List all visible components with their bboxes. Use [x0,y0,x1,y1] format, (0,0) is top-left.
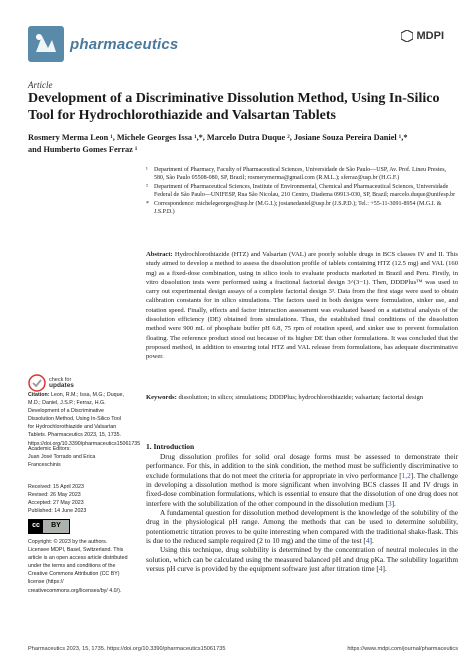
accepted-date: Accepted: 27 May 2023 [28,500,84,507]
editors-block [28,445,128,469]
affiliation-1 [146,166,456,182]
intro-text: A fundamental question for dissolution method development is the knowledge of the solubility of the drug in the physiological pH range. Among the methods that can be used to determine solubility, potentiometric titration proves to be quite interesting when compared with the traditional shake-flask. This is due to the reduced sample required (2 to 10 mg) and the time of the test [ [146,508,458,546]
affiliations [146,166,456,218]
revised-date: Revised: 26 May 2023 [28,492,81,499]
introduction-body [146,452,458,573]
intro-paragraph-3 [146,545,458,573]
check-updates-label [49,377,74,389]
footer-citation: Pharmaceutics 2023, 15, 1735. https://doi.org/10.3390/pharmaceutics15061735 [28,646,226,652]
abstract-label: Abstract: [146,251,173,258]
article-title: Development of a Discriminative Dissolution Method, Using In-Silico Tool for Hydrochlorothiazide and Valsartan Tablets [28,91,440,123]
check-updates-line-1: check for [49,377,72,383]
page-footer [28,646,458,652]
abstract-text: Hydrochlorothiazide (HTZ) and Valsartan (VAL) are poorly soluble drugs in BCS classes IV and II. This study aimed to develop a method to assess the dissolution profile of tablets containing HTZ (12.5 mg) and VAL (160 mg) as a fixed-dose combination, using in silico tools to evaluate products marketed in Brazil and Peru. Firstly, in vitro dissolution tests were performed using a fractional factorial design 3^(3−1). Then, DDDPlus™ was used to carry out experimental design assays of a complete factorial design 3³. Data from the first stage were used to obtain calibration constants for in silico simulations. The factors used in both designs were formulation, sinker use, and rotation speed. Finally, effects and factor interaction assessment was evaluated based on a statistical analysis of the dissolution efficiency (DE) obtained from simulations. Thus, the established final conditions of the dissolution method were 900 mL of phosphate buffer pH 6.8, 75 rpm of rotation speed, and sinker use to prevent formulation floating. The reference product stood out because of its higher DE than other formulations. It was concluded that the proposed method, in addition to ensuring total HTZ and VAL release from formulations, has adequate discriminative power. [146,251,458,361]
check-updates-icon [28,374,46,392]
journal-name: pharmaceutics [70,35,179,53]
article-type: Article [28,80,53,90]
affiliation-2 [146,183,456,199]
dates-block [28,483,128,515]
keywords [146,393,458,402]
authors-line-1: Rosmery Merma Leon ¹, Michele Georges Issa ¹,*, Marcelo Dutra Duque ², Josiane Souza Pereira Daniel ¹,* [28,133,408,142]
author-list [28,132,458,156]
intro-paragraph-1 [146,452,458,508]
authors-line-2: and Humberto Gomes Ferraz ¹ [28,145,138,154]
keywords-label: Keywords: [146,394,177,401]
reference-link[interactable]: 3 [387,498,392,508]
by-icon: BY [43,520,69,533]
journal-header [28,26,178,62]
abstract [146,250,458,362]
reference-link[interactable]: 1,2 [401,470,411,480]
cc-by-badge[interactable] [28,519,70,534]
intro-text: ]. [391,498,396,508]
citation-block [28,391,141,448]
correspondence [146,200,456,216]
intro-text: ]. The challenge in developing a dissolution method is more significant when involving BCS classes II and IV drugs in fixed-dose combination formulations, which is essential to ensure that the dissolution of one drug does not interfere with the solubilization of the other compound in the dissolution medium [ [146,470,458,508]
section-heading: 1. Introduction [146,442,195,451]
license-text: Copyright: © 2023 by the authors. Licensee MDPI, Basel, Switzerland. This article is an open access article distributed under the terms and conditions of the Creative Commons Attribution (CC BY) license (https:// creativecommons.org/licenses/by/ 4.0/). [28,539,128,594]
affiliation-mark: * [146,201,149,208]
affiliation-text: Department of Pharmaceutical Sciences, Institute of Environmental, Chemical and Pharmaceutical Sciences, Universidade Federal de São Paulo—UNIFESP, Rua São Nicolau, 210 Centro, Diadema 09913-030, SP, Brazil; marcelo.duque@unifesp.br [154,184,456,199]
mdpi-logo-icon [401,30,413,42]
check-updates-line-2: updates [49,382,74,389]
cc-icon: cc [29,520,43,533]
affiliation-text: Department of Pharmacy, Faculty of Pharmaceutical Sciences, Universidade de São Paulo—USP, Av. Prof. Lineu Prestes, 580, São Paulo 05508-080, SP, Brazil; rosmerymerma@gmail.com (R.M.L.); sferraz@usp.br (H.G.F.) [154,167,447,182]
intro-paragraph-2 [146,508,458,545]
reference-link[interactable]: 4 [378,564,383,574]
published-date: Published: 14 June 2023 [28,508,87,515]
editors-text: Juan José Torrado and Erica Franceschinis [28,454,96,469]
affiliation-mark: ² [146,184,148,191]
citation-text: Leon, R.M.; Issa, M.G.; Duque, M.D.; Daniel, J.S.P.; Ferraz, H.G. Development of a Discriminative Dissolution Method, Using In-Silico Tool for Hydrochlorothiazide and Valsartan Tablets. Pharmaceutics 2023, 15, 1735. https://doi.org/10.3390/pharmaceutics15061735 [28,392,141,447]
mdpi-logo [401,30,445,42]
reference-link[interactable]: 4 [365,536,370,546]
citation-label: Citation: [28,392,50,398]
publisher-name: MDPI [416,30,444,42]
intro-text: ]. [369,536,374,546]
footer-journal-link[interactable]: https://www.mdpi.com/journal/pharmaceutics [347,646,458,652]
affiliation-text: Correspondence: michelegeorges@usp.br (M.G.I.); josianedaniel@usp.br (J.S.P.D.); Tel.: +55-11-3091-8954 (M.G.I. & J.S.P.D.) [154,201,442,216]
received-date: Received: 15 April 2023 [28,484,84,490]
intro-text: Drug dissolution profiles for solid oral dosage forms must be assessed to demonstrate their performance. For this, in addition to the sink condition, the method must be sufficiently discriminative to exclude formulations that do not meet the criteria for appropriate in vivo performance [ [146,452,458,480]
affiliation-mark: ¹ [146,167,148,173]
keywords-text: dissolution; in silico; simulations; DDDPlus; hydrochlorothiazide; valsartan; factorial design [178,394,424,401]
intro-text: ]. [382,564,387,574]
intro-text: Using this technique, drug solubility is determined by the concentration of neutral molecules in the solution, which can be calculated using the measured balanced pH and drug pKa. The solubility logarithm versus pH curve is provided by the equipment software just after titration time [ [146,545,458,574]
journal-logo-icon [28,26,64,62]
editors-label: Academic Editors: [28,446,71,452]
license-block [28,519,128,595]
check-for-updates-button[interactable] [28,374,74,392]
